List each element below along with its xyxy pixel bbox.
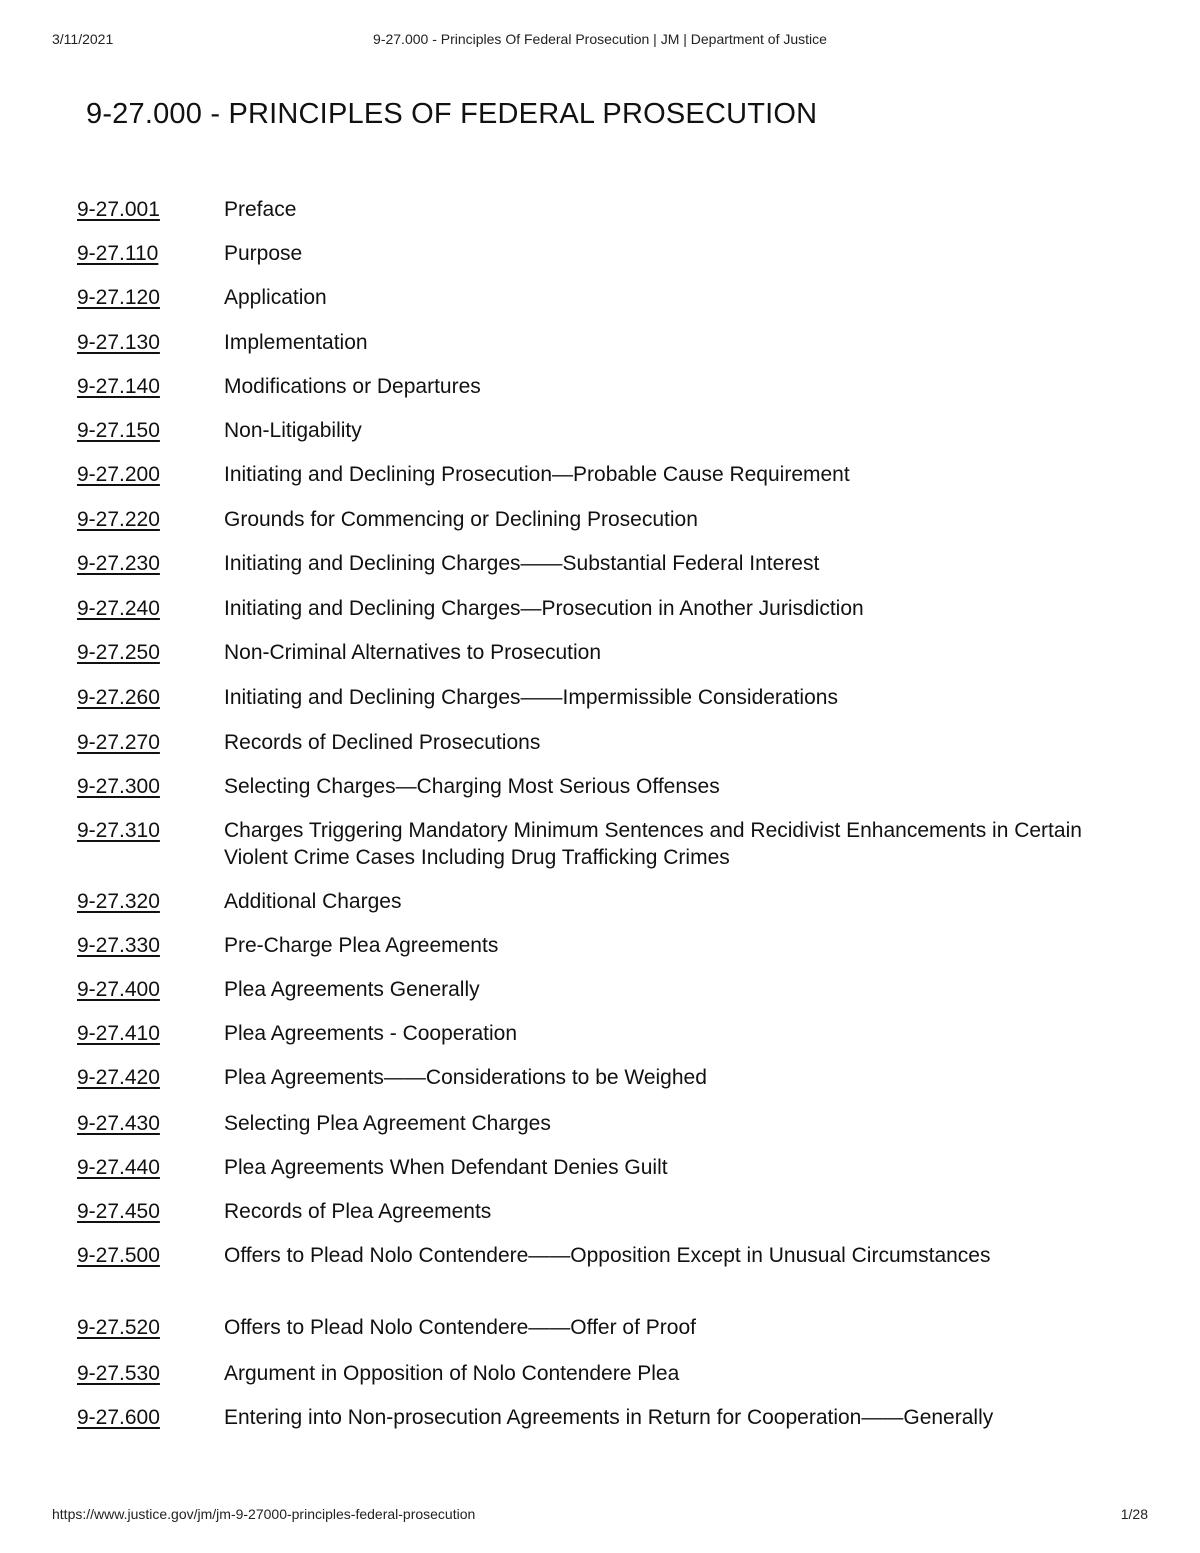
page-number: 1/28 [1120,1506,1148,1522]
toc-section-title: Modifications or Departures [224,375,481,398]
toc-section-link[interactable]: 9-27.150 [77,419,160,442]
toc-section-title: Non-Criminal Alternatives to Prosecution [224,641,601,664]
page-title: 9-27.000 - PRINCIPLES OF FEDERAL PROSECUTION [86,98,818,130]
toc-section-link[interactable]: 9-27.270 [77,731,160,754]
toc-section-link[interactable]: 9-27.220 [77,508,160,531]
toc-section-title: Charges Triggering Mandatory Minimum Sentences and Recidivist Enhancements in Certain Violent Crime Cases Including Drug Trafficking Crimes [224,819,1082,869]
toc-section-link[interactable]: 9-27.420 [77,1066,160,1089]
toc-section-title: Additional Charges [224,890,402,913]
toc-section-title: Grounds for Commencing or Declining Prosecution [224,508,698,531]
toc-section-link[interactable]: 9-27.450 [77,1200,160,1223]
toc-section-link[interactable]: 9-27.440 [77,1156,160,1179]
toc-section-link[interactable]: 9-27.300 [77,775,160,798]
print-date: 3/11/2021 [52,31,114,47]
toc-section-title: Initiating and Declining Charges—Prosecution in Another Jurisdiction [224,597,864,620]
toc-section-link[interactable]: 9-27.230 [77,552,160,575]
toc-section-title: Selecting Charges—Charging Most Serious Offenses [224,775,720,798]
toc-section-link[interactable]: 9-27.430 [77,1112,160,1135]
toc-section-link[interactable]: 9-27.140 [77,375,160,398]
toc-section-link[interactable]: 9-27.110 [77,242,159,265]
toc-section-title: Implementation [224,331,368,354]
print-footer-url: https://www.justice.gov/jm/jm-9-27000-principles-federal-prosecution [52,1506,476,1522]
toc-section-title: Preface [224,198,297,221]
toc-section-link[interactable]: 9-27.500 [77,1244,160,1267]
toc-section-title: Offers to Plead Nolo Contendere——Opposition Except in Unusual Circumstances [224,1244,991,1267]
toc-section-title: Plea Agreements Generally [224,978,480,1001]
toc-section-title: Selecting Plea Agreement Charges [224,1112,551,1135]
toc-section-title: Records of Plea Agreements [224,1200,492,1223]
toc-section-link[interactable]: 9-27.310 [77,819,160,842]
toc-section-link[interactable]: 9-27.600 [77,1406,160,1429]
toc-section-link[interactable]: 9-27.260 [77,686,160,709]
toc-section-title: Argument in Opposition of Nolo Contendere Plea [224,1362,680,1385]
toc-section-title: Initiating and Declining Prosecution—Probable Cause Requirement [224,463,850,486]
toc-section-link[interactable]: 9-27.320 [77,890,160,913]
toc-section-title: Application [224,286,327,309]
toc-section-title: Plea Agreements——Considerations to be Weighed [224,1066,707,1089]
toc-section-title: Initiating and Declining Charges——Substantial Federal Interest [224,552,820,575]
toc-section-title: Non-Litigability [224,419,362,442]
toc-section-title: Plea Agreements - Cooperation [224,1022,518,1045]
toc-section-title: Entering into Non-prosecution Agreements in Return for Cooperation——Generally [224,1406,994,1429]
toc-section-link[interactable]: 9-27.410 [77,1022,160,1045]
toc-section-link[interactable]: 9-27.001 [77,198,160,221]
toc-section-link[interactable]: 9-27.520 [77,1316,160,1339]
print-header-title: 9-27.000 - Principles Of Federal Prosecution | JM | Department of Justice [373,31,827,47]
toc-section-title: Purpose [224,242,303,265]
toc-section-link[interactable]: 9-27.130 [77,331,160,354]
toc-section-link[interactable]: 9-27.200 [77,463,160,486]
toc-section-title: Initiating and Declining Charges——Impermissible Considerations [224,686,838,709]
toc-section-title: Plea Agreements When Defendant Denies Guilt [224,1156,668,1179]
toc-section-link[interactable]: 9-27.530 [77,1362,160,1385]
toc-section-link[interactable]: 9-27.400 [77,978,160,1001]
toc-section-link[interactable]: 9-27.250 [77,641,160,664]
toc-section-link[interactable]: 9-27.240 [77,597,160,620]
toc-section-title: Pre-Charge Plea Agreements [224,934,499,957]
toc-section-link[interactable]: 9-27.120 [77,286,160,309]
toc-section-title: Records of Declined Prosecutions [224,731,541,754]
toc-section-link[interactable]: 9-27.330 [77,934,160,957]
toc-section-title: Offers to Plead Nolo Contendere——Offer of Proof [224,1316,696,1339]
